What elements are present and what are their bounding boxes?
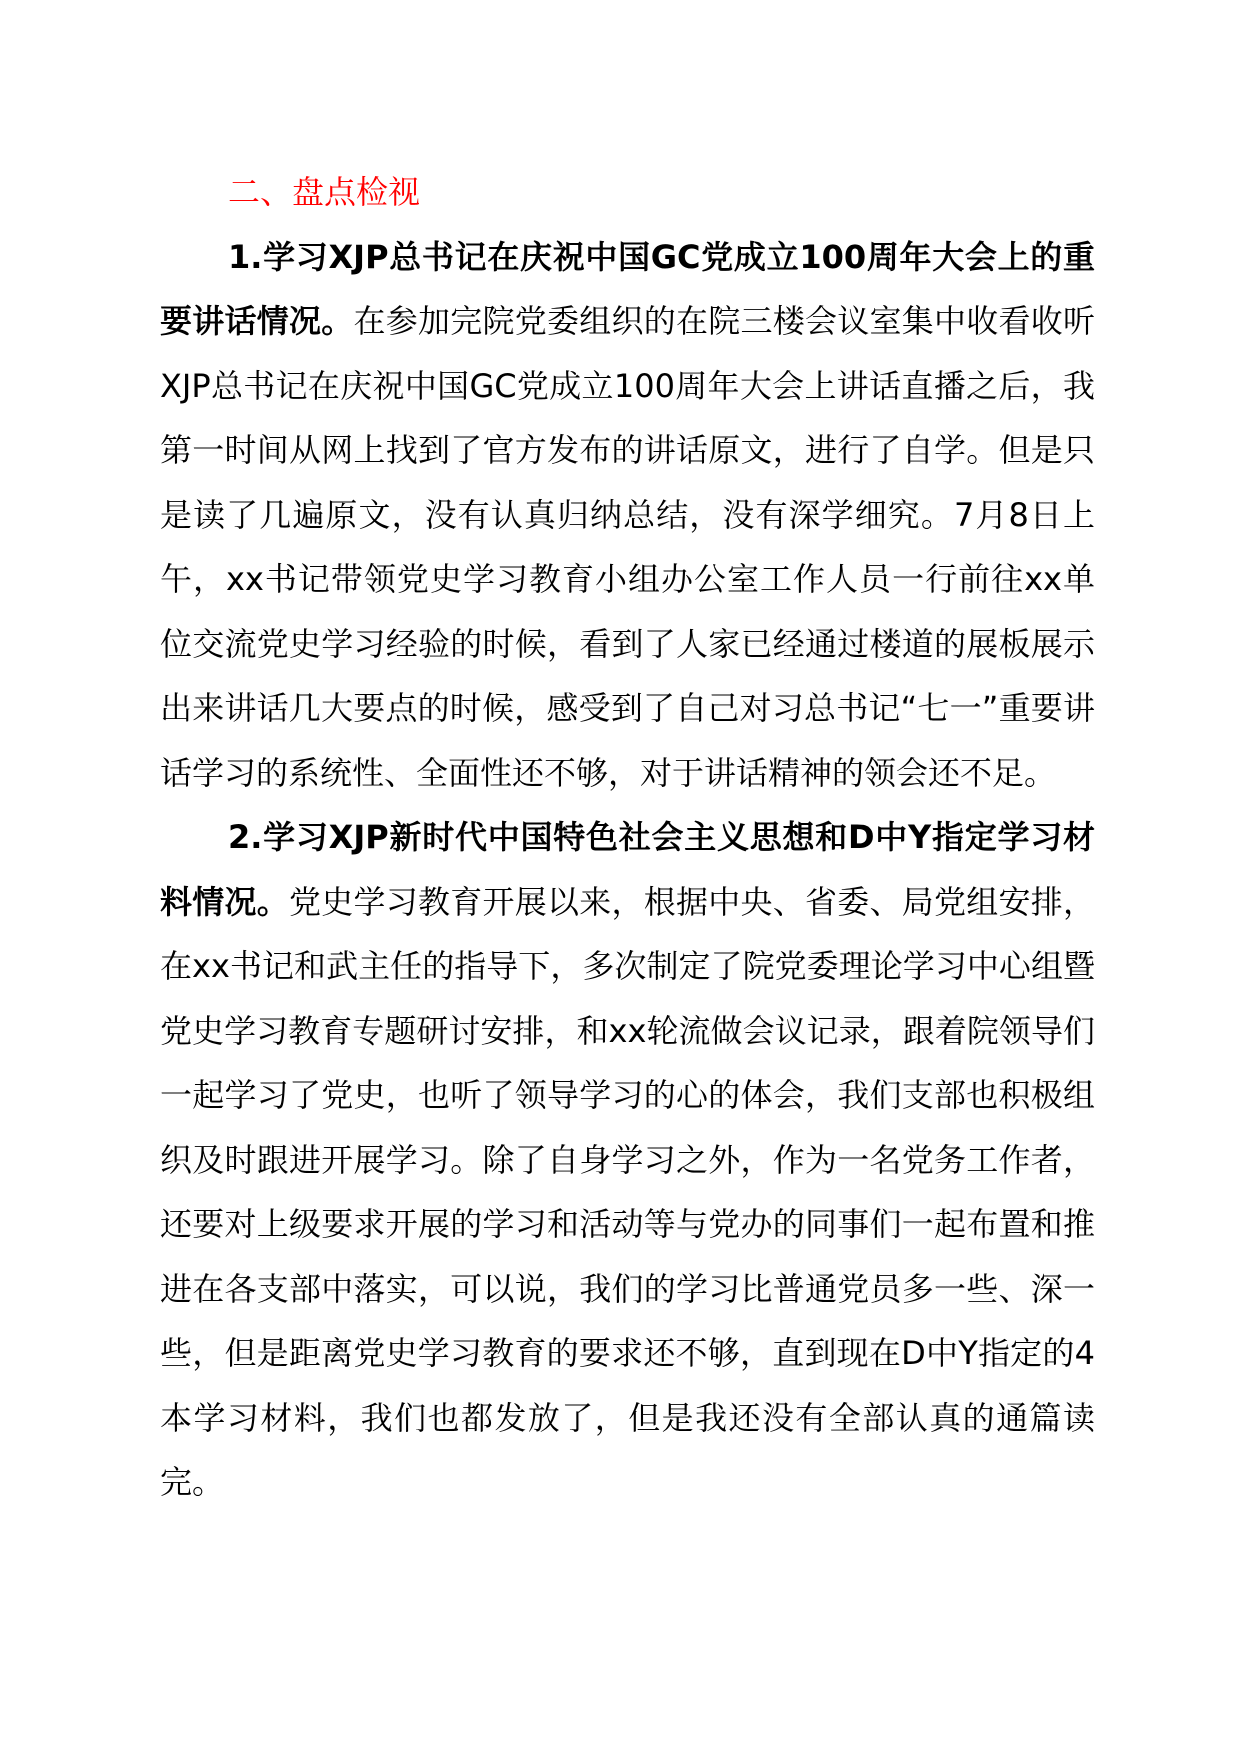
paragraph-2-body: 党史学习教育开展以来，根据中央、省委、局党组安排，在xx书记和武主任的指导下，多次制定了院党委理论学习中心组暨党史学习教育专题研讨安排，和xx轮流做会议记录，跟着院领导们一起学习了党史，也听了领导学习的心的体会，我们支部也积极组织及时跟进开展学习。除了自身学习之外，作为一名党务工作者，还要对上级要求开展的学习和活动等与党办的同事们一起布置和推进在各支部中落实，可以说，我们的学习比普通党员多一些、深一些，但是距离党史学习教育的要求还不够，直到现在D中Y指定的4本学习材料，我们也都发放了，但是我还没有全部认真的通篇读完。 [160, 882, 1095, 1501]
paragraph-2-lead: 2.学习XJP新时代中国特色社会主义思想和D中Y指定学习材料情况。 [160, 818, 1095, 921]
paragraph-2 [160, 805, 1095, 1515]
paragraph-1-lead: 1.学习XJP总书记在庆祝中国GC党成立100周年大会上的重要讲话情况。 [160, 237, 1095, 340]
paragraph-1 [160, 225, 1095, 806]
section-heading: 二、盘点检视 [228, 173, 421, 211]
document-page [160, 160, 1095, 1515]
paragraph-1-body: 在参加完院党委组织的在院三楼会议室集中收看收听XJP总书记在庆祝中国GC党成立100周年大会上讲话直播之后，我第一时间从网上找到了官方发布的讲话原文，进行了自学。但是只是读了几遍原文，没有认真归纳总结，没有深学细究。7月8日上午，xx书记带领党史学习教育小组办公室工作人员一行前往xx单位交流党史学习经验的时候，看到了人家已经通过楼道的展板展示出来讲话几大要点的时候，感受到了自己对习总书记“七一”重要讲话学习的系统性、全面性还不够，对于讲话精神的领会还不足。 [160, 302, 1095, 792]
